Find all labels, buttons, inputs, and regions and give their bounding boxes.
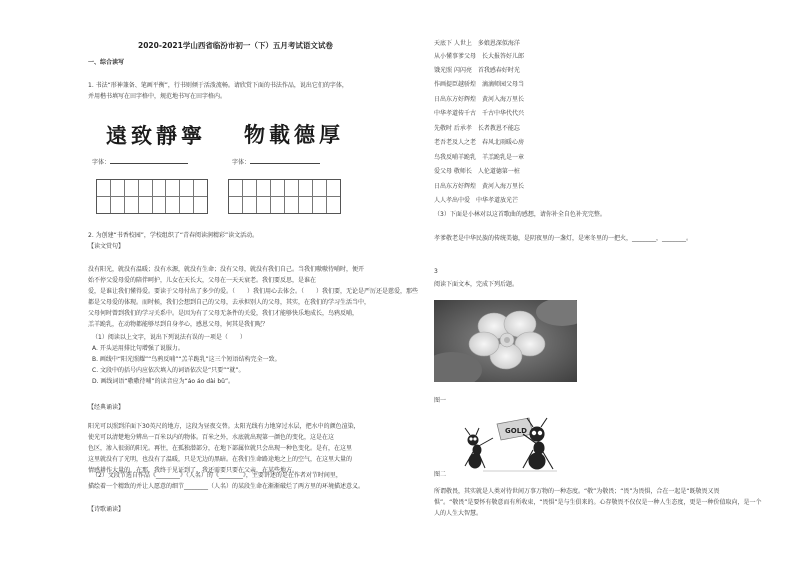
poem-line: 鸟我反哺羊跪乳 羊羔跪乳是一章 [434,154,525,161]
question-2-2b: 描绘着一个精致的并让人愿意的细节________（人名）的某段生命在渐渐破烂了两方里的环境描述意义。 [88,483,365,490]
text-line: 人的人生大智慧。 [434,510,483,517]
paragraph-line: 没有阳光，就没有温暖；没有水源，就没有生命；没有父母，就没有我们自己。当我们嗷嗷待哺时，便开 [88,266,365,273]
ants-cartoon-svg [453,414,563,472]
paragraph-line: 始不停父爱母爱的陪伴呵护，儿女在天长大，父母在一天天衰老。我们要反思，是谁在 [88,277,317,284]
font-label-2: 字体： [232,159,320,167]
flower-photo [434,300,577,382]
figure-2-caption: 图二 [434,471,447,478]
poem-line: 爱父母 敬师长 人伦道德第一桩 [434,168,520,175]
paragraph-line: 都是父母爱的体现。而时候，我们会想到自己的父母，去承担别人的父母，其实，在我们的学习生活当中， [88,299,371,306]
option-d[interactable]: D. 画线词语“嗷嗷待哺”的读音应为“áo áo dài bǔ”。 [92,378,235,385]
ants-gold-cartoon [453,414,563,472]
text-line: 惧”。“敬畏”是要怀有敬意而有所收束，“畏惧”是与生俱来的。心存敬畏不仅仅是一种人生态度，更是一种价值取向，是一个 [434,499,762,506]
question-3-note: （3）下面是小林对以这首歌曲的感想，请你补全自色补充完整。 [434,211,606,218]
figure-1-caption: 图一 [434,397,447,404]
paragraph-line: 使光可以清楚地分辨出一百米以内的物体。百米之外，水底就出现第一颜色的变化，这是在这 [88,434,335,441]
paragraph-line: 阳光可以照到洋面下30英尺的地方，这段为昼夜交替。太阳光线有力地穿过水层，把水中的颜色渲染， [88,423,360,430]
paragraph-line: 色区，渗入很弱的阳光。再往，在孤独潜部分，在地下部属位就只会出现一种色变化。是有，在这里 [88,445,353,452]
poem-line: 从小懂事爹父母 长大报答好儿郎 [434,53,525,60]
poem-line: 先敬时 后承孝 长者教恩不能忘 [434,125,520,132]
calligraphy-image-2: 物載德厚 [244,122,344,147]
poem-line: 中华孝道传千古 千古中华代代兴 [434,110,525,117]
subsection-classic: 【经典诵读】 [88,404,125,411]
question-3-blank[interactable]: 孝爹敬老是中华民族的传统美德，是阴夜里的一盏灯，是寒冬里的一把火，________，________。 [434,235,693,242]
question-1-text-2: 并用楷书填写在田字格中，规范地书写在田字格内。 [88,93,227,100]
writing-grid-1[interactable] [96,179,208,214]
writing-grid-2[interactable] [228,179,341,214]
calligraphy-image-1: 遠致靜寧 [106,123,206,148]
option-a[interactable]: A. 开头运用排比句增强了说服力。 [92,345,184,352]
text-line: 所谓敬畏，其实就是人类对待世间万事万物的一种态度。“敬”为敬畏；“畏”为畏惧，合在一起是“既敬畏又畏 [434,488,720,495]
question-1-text: 1. 书法“形神兼备、笔画平衡”，行书则倾于活泼流畅。请欣赏下面的书法作品，说出它们的字体， [88,82,348,89]
poem-line: 作画提臣越骄煌 滴滴师园父母当 [434,81,525,88]
flower-photo-svg [434,300,577,382]
poem-line: 人人孝出中爱 中华孝道放光芒 [434,197,519,204]
option-b[interactable]: B. 画线中“阳光照耀”“鸟鸦反哺”“羔羊跪乳”这三个短语结构完全一致。 [92,356,281,363]
question-2-2a: （2）文段节选自作品《________》（人名）的《________》，主要讲述的是在作者对节时间里， [92,472,342,479]
option-c[interactable]: C. 文段中的括号内应依次填入的词语依次是“只要”“就”。 [92,367,245,374]
paragraph-line: 爱，是谁让我们懂得爱。要读于父母付出了多少的爱。（ ）我们用心去体会。（ ）我们要，无论是严厉还是慈爱，那些 [88,288,419,295]
poem-line: 老吾老及人之老 春风北雨暖心房 [434,139,525,146]
poem-line: 日出东方好辉煌 黄河入海万里长 [434,183,525,190]
poem-line: 日出东方好辉煌 黄河入海万里长 [434,96,525,103]
question-2-1: （1）阅读以上文字，说出下列说法有误的一项是（ ） [92,334,246,341]
question-instruction: 阅读下面文本，完成下列后题。 [434,281,519,288]
paragraph-line: 羔羊跪乳，在动物都能够尽到自身孝心，感恩父母，何其是我们呢？ [88,321,269,328]
gold-sign-text: GOLD [505,427,527,435]
paragraph-line: 父母何时曾到我们的学习关系中。是因为有了父母无条件的关爱，我们才能够快乐地成长，鸟鸦反哺， [88,310,359,317]
subsection-poem: 【诗歌诵读】 [88,506,125,513]
subsection-read: 【读文赏句】 [88,243,125,250]
paragraph-line: 这里就没有了光明，也没有了温暖，只是无边的黑暗。在我们生命路途地之上的空气，在这里大量的 [88,456,353,463]
paragraph-line: 情感耕作大量的，在那，我终于见证到了，我还需要只要在父亲，在某些地方。 [88,467,299,474]
font-label-1: 字体： [92,159,188,167]
question-2-text: 2. 为创建“书香校园”，学校组织了“青春阅读润精彩”读文活动。 [88,232,259,239]
poem-line: 天底下 人世上 多娘恩深似海洋 [434,40,520,47]
poem-line: 饿光照 闪闪亮 首我感春好时光 [434,67,520,74]
question-number: 3 [434,268,438,275]
page-title: 2020-2021学山西省临汾市初一（下）五月考试语文试卷 [138,41,333,50]
section-heading: 一、综合读写 [88,59,125,66]
